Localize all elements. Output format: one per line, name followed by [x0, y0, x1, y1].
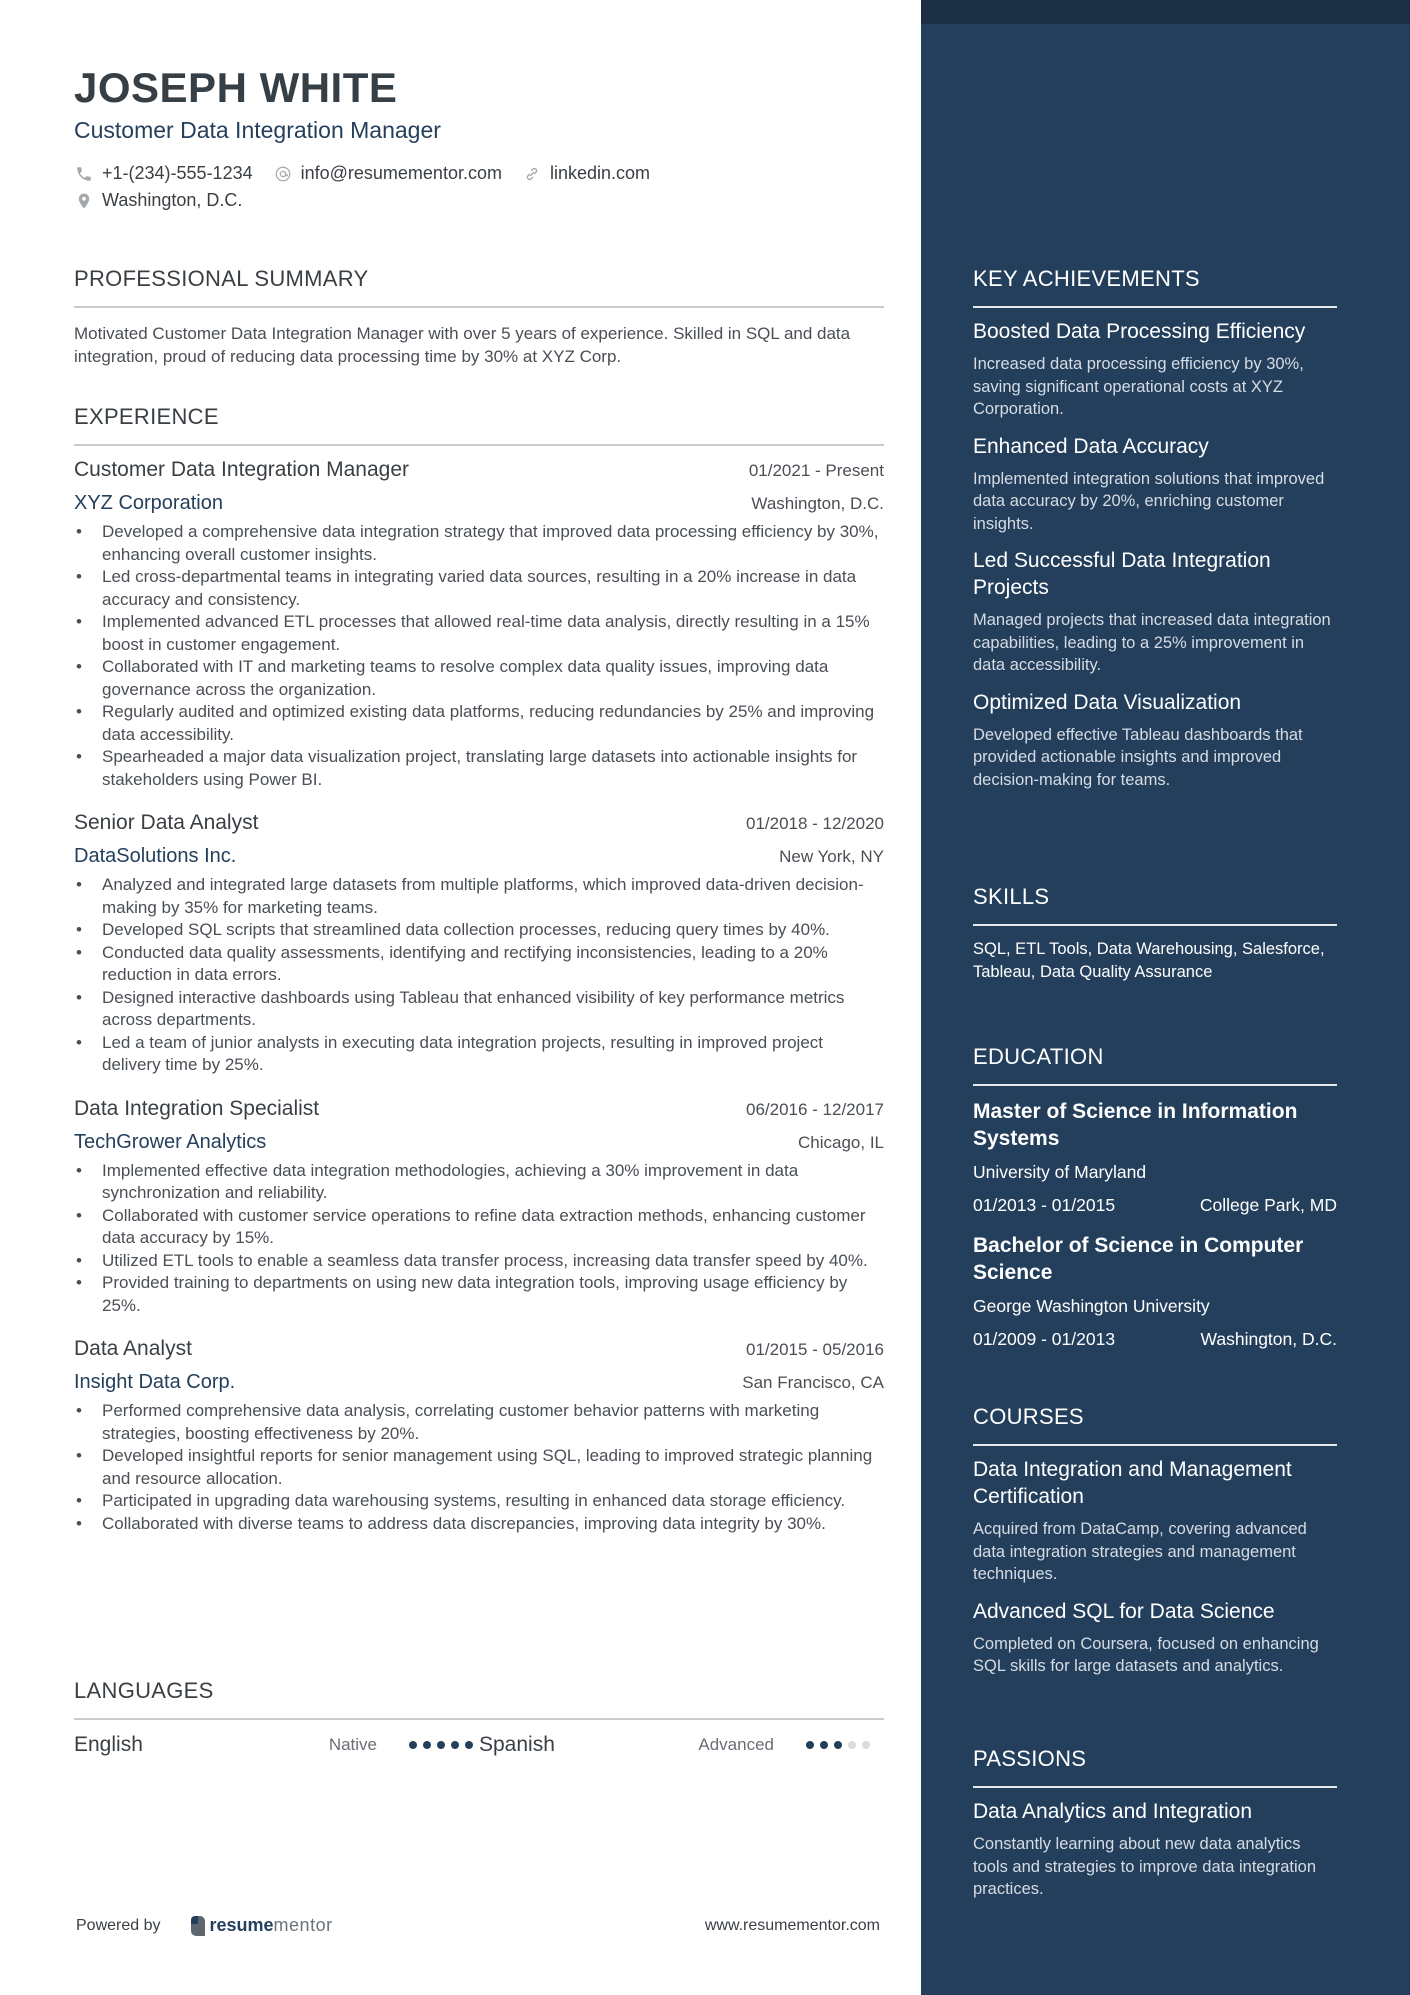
footer [76, 1915, 880, 1936]
achievement-desc: Increased data processing efficiency by 30%, saving significant operational costs at XYZ Corporation. [973, 355, 1304, 418]
job-location: Chicago, IL [798, 1132, 884, 1152]
achievement-desc: Implemented integration solutions that improved data accuracy by 20%, enriching customer insights. [973, 469, 1325, 533]
bullet-item: • Utilized ETL tools to enable a seamless data transfer process, increasing data transfer speed by 40%. [74, 1250, 884, 1273]
bullet-item: • Provided training to departments on using new data integration tools, improving usage efficiency by 25%. [74, 1272, 884, 1317]
education-location: Washington, D.C. [1200, 1329, 1337, 1349]
logo-text-bold: resume [209, 1915, 274, 1935]
section-heading: SKILLS [973, 884, 1050, 909]
job-bullets [74, 1400, 884, 1535]
section-heading: PROFESSIONAL SUMMARY [74, 266, 369, 291]
job-title: Data Integration Specialist [74, 1096, 320, 1120]
job-company: XYZ Corporation [74, 492, 223, 514]
passion-title: Data Analytics and Integration [973, 1800, 1253, 1823]
dot-filled-icon [465, 1741, 473, 1749]
contact-linkedin[interactable] [522, 163, 650, 184]
proficiency-dots [409, 1741, 479, 1749]
education-location: College Park, MD [1199, 1195, 1337, 1215]
course-desc: Completed on Coursera, focused on enhancing SQL skills for large datasets and analytics. [973, 1634, 1319, 1675]
section-heading: LANGUAGES [74, 1678, 214, 1703]
contact-location [74, 190, 242, 211]
job-entry [74, 811, 884, 1077]
bullet-item: • Performed comprehensive data analysis, correlating customer behavior patterns with marketing strategies, boosting effectiveness by 20%. [74, 1400, 884, 1445]
education-degree: Bachelor of Science in Computer Science [973, 1234, 1304, 1284]
job-entry [74, 1097, 884, 1318]
course-title: Data Integration and Management Certification [973, 1458, 1292, 1508]
section-heading: COURSES [973, 1404, 1084, 1429]
phone-icon [74, 164, 94, 184]
dot-empty-icon [862, 1741, 870, 1749]
email-text[interactable]: info@resumementor.com [300, 163, 502, 183]
education-degree: Master of Science in Information Systems [973, 1100, 1298, 1150]
dot-filled-icon [834, 1741, 842, 1749]
job-bullets [74, 521, 884, 791]
bullet-item: • Participated in upgrading data warehousing systems, resulting in enhanced data storage efficiency. [74, 1490, 884, 1513]
divider [973, 1444, 1337, 1446]
languages-section [74, 1678, 884, 1758]
section-heading: EDUCATION [973, 1044, 1104, 1069]
contact-email[interactable] [273, 163, 502, 184]
bullet-item: • Spearheaded a major data visualization project, translating large datasets into actionable insights for stakeholders using Power BI. [74, 746, 884, 791]
summary-text: Motivated Customer Data Integration Manager with over 5 years of experience. Skilled in SQL and data integration, proud of reducing data processing time by 30% at XYZ Corp. [74, 324, 851, 366]
skills-list: SQL, ETL Tools, Data Warehousing, Salesforce, Tableau, Data Quality Assurance [973, 940, 1325, 981]
job-dates: 01/2018 - 12/2020 [745, 814, 884, 833]
job-title: Data Analyst [74, 1337, 192, 1360]
section-heading: EXPERIENCE [74, 404, 219, 429]
bullet-item: • Collaborated with diverse teams to address data discrepancies, improving data integrity by 30%. [74, 1513, 884, 1536]
language-level: Native [328, 1735, 377, 1754]
professional-summary-section [74, 266, 884, 368]
education-section [973, 1044, 1337, 1350]
language-item [479, 1733, 884, 1757]
divider [973, 924, 1337, 926]
education-dates: 01/2009 - 01/2013 [973, 1329, 1116, 1349]
bullet-item: • Analyzed and integrated large datasets from multiple platforms, which improved data-driven decision-making by 35% for marketing teams. [74, 874, 884, 919]
divider [973, 1786, 1337, 1788]
divider [973, 1084, 1337, 1086]
section-heading: KEY ACHIEVEMENTS [973, 266, 1200, 291]
sidebar [921, 0, 1410, 1995]
achievement-title: Boosted Data Processing Efficiency [973, 320, 1306, 343]
education-school: George Washington University [973, 1296, 1210, 1316]
divider [74, 444, 884, 446]
bullet-item: • Designed interactive dashboards using Tableau that enhanced visibility of key performance metrics across departments. [74, 987, 884, 1032]
passion-desc: Constantly learning about new data analytics tools and strategies to improve data integration practices. [973, 1835, 1317, 1898]
course-title: Advanced SQL for Data Science [973, 1599, 1275, 1623]
dot-empty-icon [848, 1741, 856, 1749]
job-company: TechGrower Analytics [74, 1130, 267, 1153]
candidate-name: JOSEPH WHITE [74, 64, 398, 111]
divider [74, 1718, 884, 1720]
language-name: Spanish [479, 1733, 555, 1756]
key-achievements-section [973, 266, 1337, 803]
experience-section [74, 404, 884, 1535]
achievement-title: Optimized Data Visualization [973, 690, 1242, 714]
bullet-item: • Implemented advanced ETL processes that allowed real-time data analysis, directly resulting in a 15% boost in customer engagement. [74, 611, 884, 656]
job-dates: 06/2016 - 12/2017 [745, 1099, 884, 1119]
job-dates: 01/2021 - Present [748, 461, 884, 480]
bullet-item: • Conducted data quality assessments, identifying and rectifying inconsistencies, leading to a 20% reduction in data errors. [74, 942, 884, 987]
job-location: San Francisco, CA [742, 1373, 884, 1392]
bullet-item: • Developed a comprehensive data integration strategy that improved data processing efficiency by 30%, enhancing overall customer insights. [74, 521, 884, 566]
job-dates: 01/2015 - 05/2016 [745, 1340, 884, 1359]
bullet-item: • Collaborated with customer service operations to refine data extraction methods, enhancing customer data accuracy by 15%. [74, 1205, 884, 1250]
bullet-item: • Led a team of junior analysts in executing data integration projects, resulting in improved project delivery time by 25%. [74, 1032, 884, 1077]
job-company: DataSolutions Inc. [74, 845, 237, 867]
location-pin-icon [74, 191, 94, 211]
section-heading: PASSIONS [973, 1746, 1087, 1771]
job-bullets [74, 874, 884, 1077]
job-title: Customer Data Integration Manager [74, 458, 410, 481]
logo-text-light: mentor [273, 1915, 333, 1935]
achievement-desc: Developed effective Tableau dashboards that provided actionable insights and improved decision-making for teams. [973, 725, 1303, 789]
contact-phone [74, 163, 253, 184]
link-icon [522, 164, 542, 184]
courses-section [973, 1404, 1337, 1690]
achievement-title: Enhanced Data Accuracy [973, 434, 1209, 458]
skills-section [973, 884, 1337, 983]
dot-filled-icon [806, 1741, 814, 1749]
candidate-title: Customer Data Integration Manager [74, 117, 441, 143]
job-entry [74, 1337, 884, 1535]
bullet-item: • Regularly audited and optimized existing data platforms, reducing redundancies by 25% and improving data accessibility. [74, 701, 884, 746]
powered-by [76, 1915, 333, 1936]
resumementor-logo[interactable] [191, 1915, 333, 1936]
education-school: University of Maryland [973, 1162, 1147, 1182]
achievement-desc: Managed projects that increased data integration capabilities, leading to a 25% improvement in data accessibility. [973, 611, 1331, 674]
education-dates: 01/2013 - 01/2015 [973, 1195, 1116, 1215]
contact-info [74, 160, 874, 214]
job-location: New York, NY [779, 847, 884, 866]
dot-filled-icon [409, 1741, 417, 1749]
bullet-item: • Implemented effective data integration methodologies, achieving a 30% improvement in data synchronization and reliability. [74, 1160, 884, 1205]
linkedin-text[interactable]: linkedin.com [549, 163, 651, 183]
location-text: Washington, D.C. [102, 190, 243, 210]
course-desc: Acquired from DataCamp, covering advanced data integration strategies and management techniques. [973, 1520, 1307, 1583]
job-location: Washington, D.C. [751, 494, 884, 513]
bullet-item: • Collaborated with IT and marketing teams to resolve complex data quality issues, improving data governance across the organization. [74, 656, 884, 701]
bullet-item: • Developed insightful reports for senior management using SQL, leading to improved strategic planning and resource allocation. [74, 1445, 884, 1490]
divider [74, 306, 884, 308]
dot-filled-icon [820, 1741, 828, 1749]
logo-mark-icon [191, 1916, 205, 1936]
dot-filled-icon [423, 1741, 431, 1749]
job-bullets [74, 1160, 884, 1318]
dot-filled-icon [451, 1741, 459, 1749]
bullet-item: • Led cross-departmental teams in integrating varied data sources, resulting in a 20% increase in data accuracy and consistency. [74, 566, 884, 611]
dot-filled-icon [437, 1741, 445, 1749]
achievement-title: Led Successful Data Integration Projects [973, 549, 1271, 599]
language-level: Advanced [698, 1735, 774, 1754]
website-link[interactable]: www.resumementor.com [704, 1916, 880, 1934]
passions-section [973, 1746, 1337, 1913]
job-title: Senior Data Analyst [74, 811, 259, 834]
proficiency-dots [806, 1741, 876, 1749]
bullet-item: • Developed SQL scripts that streamlined data collection processes, reducing query times by 40%. [74, 919, 884, 942]
sidebar-top-band [921, 0, 1410, 24]
powered-by-label: Powered by [76, 1916, 161, 1934]
at-icon [273, 164, 293, 184]
job-entry [74, 458, 884, 791]
language-name: English [74, 1733, 143, 1756]
language-item [74, 1733, 479, 1757]
phone-text: +1-(234)-555-1234 [102, 163, 253, 183]
job-company: Insight Data Corp. [74, 1371, 236, 1393]
divider [973, 306, 1337, 308]
